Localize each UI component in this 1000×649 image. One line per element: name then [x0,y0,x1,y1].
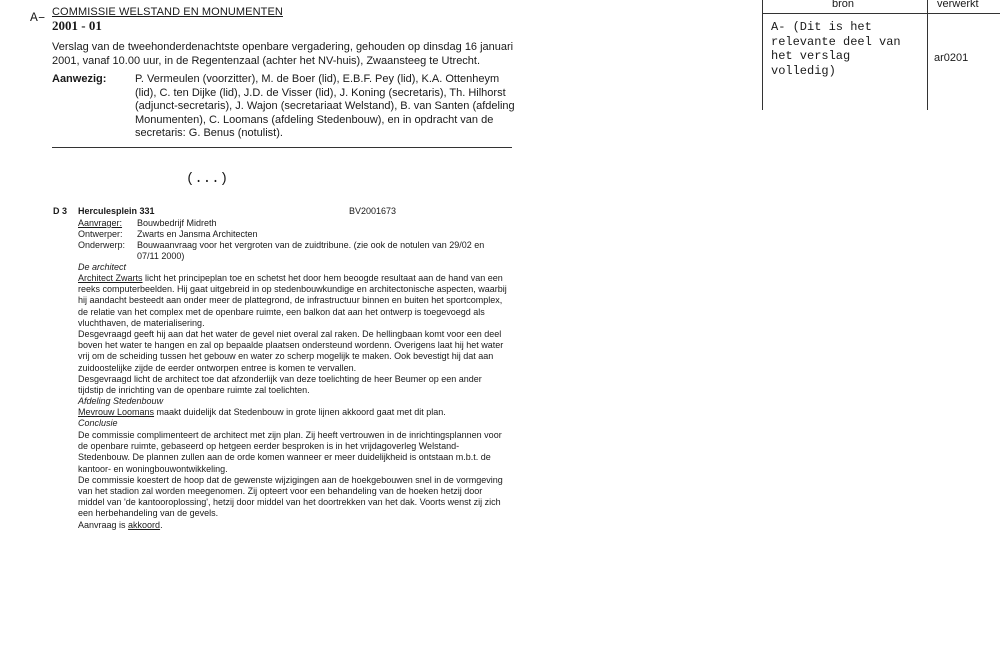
commission-heading: COMMISSIE WELSTAND EN MONUMENTEN [52,6,283,18]
field-onderwerp [78,240,508,262]
column-header-bron: bron [832,0,855,10]
field-value: Bouwaanvraag voor het vergroten van de zuidtribune. (zie ook de notulen van 29/02 en 07/11 2000) [137,240,485,261]
decision-line [78,520,508,531]
attendees-label: Aanwezig: [52,73,107,85]
paragraph-text: licht het principeplan toe en schetst het door hem beoogde resultaat aan de hand van een reeks computerbeelden. Hij gaat uitgebreid in op stedenbouwkundige en architectonische aspecten, waarbij hij aandacht besteedt aan onder meer de plattegrond, de infrastructuur binnen en buiten het sportcomplex, de relatie van het complex met de openbare ruimte, een balkon dat aan het ontwerp is toegevoegd als vluchthaven, de materialisering. [78,273,507,328]
processed-reference: ar0201 [934,52,969,64]
paragraph: De commissie complimenteert de architect met zijn plan. Zij heeft vertrouwen in de inrichtingsplannen voor de openbare ruimte, gebaseerd op hetgeen eerder besproken is in het vrijdagoverleg Welstand-Stedenbouw. De plannen zullen aan de orde komen wanneer er meer duidelijkheid is ontstaan m.b.t. de kantoor- en woningbouwontwikkeling. [78,430,502,474]
paragraph: Desgevraagd geeft hij aan dat het water de gevel niet overal zal raken. De hellingbaan komt voor een deel boven het water te hangen en zal op bepaalde plaatsen ondersteund wordenn. Overigens laat hij het water vrij om de scheiding tussen het gebouw en water zo scherp mogelijk te maken. Ook bevestigt hij dat aan zuidoostelijke zijde de eerder ontworpen entree is komen te vervallen. [78,329,504,373]
section-divider [52,147,512,148]
field-label: Onderwerp: [78,240,126,250]
field-aanvrager [78,218,497,229]
decision-suffix: . [160,519,163,530]
omission-marker: (...) [186,171,229,187]
agenda-item-code: D 3 [53,206,68,216]
field-value: Bouwbedrijf Midreth [137,218,217,228]
paragraph-text: maakt duidelijk dat Stedenbouw in grote lijnen akkoord gaat met dit plan. [154,407,446,417]
attendees-list: P. Vermeulen (voorzitter), M. de Boer (lid), E.B.F. Pey (lid), K.A. Ottenheym (lid), C. ten Dijke (lid), J.D. de Visser (lid), J. Koning (secretaris), Th. Hilhorst (adjunct-secretaris), J. Wajon (secretariaat Welstand), B. van Santen (afdeling Monumenten), C. Loomans (afdeling Stedenbouw), en in opdracht van de secretaris: G. Benus (notulist). [135,73,515,139]
field-ontwerper [78,229,497,240]
meeting-number: 2001 - 01 [52,18,102,33]
paragraph: De commissie koestert de hoop dat de gewenste wijzigingen aan de hoekgebouwen snel in de vormgeving van het stadion zal worden meegenomen. Zij opteert voor een behandeling van de hoeken hetzij door middel van 'de kantooroplossing', hetzij door middel van het doortrekken van het dak. Voorts wenst zij zich een herbehandeling van de gevels. [78,474,503,519]
paragraph [78,273,508,329]
meeting-intro: Verslag van de tweehonderdenachtste openbare vergadering, gehouden op dinsdag 16 januari 2001, vanaf 10.00 uur, in de Regentenzaal (achter het NV-huis), Zwaansteeg te Utrecht. [52,41,514,67]
table-border-left [762,0,763,110]
column-header-verwerkt: verwerkt [937,0,979,10]
source-note: A- (Dit is het relevante deel van het verslag volledig) [771,20,901,78]
margin-marker: A– [30,10,46,25]
table-header-rule [762,13,1000,14]
table-border-middle [927,0,928,110]
field-label: Aanvrager: [78,218,123,228]
stedenbouw-section [78,407,508,418]
architect-section [78,273,508,396]
paragraph: Desgevraagd licht de architect toe dat afzonderlijk van deze toelichting de heer Beumer op een ander tijdstip de inrichting van de openbare ruimte zal toelichten. [78,373,482,396]
subheading-stedenbouw: Afdeling Stedenbouw [78,396,164,406]
field-label: Ontwerper: [78,229,123,239]
subheading-conclusie: Conclusie [78,418,118,428]
agenda-item-title: Herculesplein 331 [78,206,155,216]
decision-status: akkoord [128,519,161,530]
agenda-item-reference: BV2001673 [349,206,397,216]
field-value: Zwarts en Jansma Architecten [137,229,258,239]
subheading-architect: De architect [78,262,127,272]
speaker-name: Architect Zwarts [78,273,143,283]
speaker-name: Mevrouw Loomans [78,407,155,417]
conclusion-section [78,430,508,531]
decision-prefix: Aanvraag is [78,519,129,530]
